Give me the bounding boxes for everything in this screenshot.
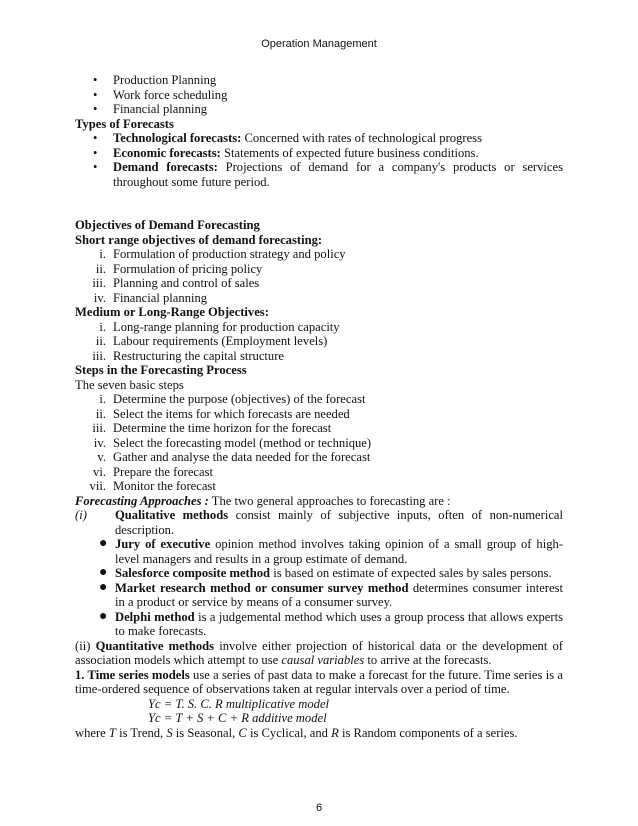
- bullet-icon: ●: [99, 565, 108, 580]
- list-item: • Economic forecasts: Statements of expected future business conditions.: [93, 145, 479, 160]
- bullet-icon: ●: [99, 536, 108, 551]
- page-number: 6: [315, 802, 323, 814]
- bullet-icon: •: [93, 160, 98, 174]
- bullet-icon: •: [93, 145, 98, 160]
- steps-intro: The seven basic steps: [75, 377, 184, 392]
- list-item: • Work force scheduling: [93, 87, 228, 102]
- list-item: v. Gather and analyse the data needed for the forecast: [97, 450, 371, 464]
- list-item: ii. Formulation of pricing policy: [95, 261, 263, 276]
- list-item: i. Long-range planning for production capacity: [99, 319, 340, 334]
- list-item: ii. Labour requirements (Employment levels): [95, 334, 328, 348]
- section-heading-steps: Steps in the Forecasting Process: [75, 363, 247, 377]
- quantitative-paragraph: (ii) Quantitative methods involve either projection of historical data or the development of association models which attempt to use causal variables to arrive at the forecasts.: [75, 638, 563, 667]
- list-item: i. Formulation of production strategy and policy: [99, 247, 346, 261]
- list-item: • Demand forecasts: Projections of demand for a company's products or services: [93, 160, 563, 174]
- list-item: iii. Planning and control of sales: [92, 276, 260, 290]
- bullet-icon: •: [93, 102, 98, 116]
- section-heading-objectives: Objectives of Demand Forecasting: [75, 218, 260, 232]
- list-item: i. Determine the purpose (objectives) of the forecast: [99, 392, 366, 406]
- time-series-paragraph: 1. Time series models use a series of past data to make a forecast for the future. Time series is a time-ordered sequence of observations taken at regular intervals over a period of time.: [75, 667, 563, 696]
- bullet-icon: •: [93, 87, 98, 102]
- list-item: iv. Select the forecasting model (method or technique): [93, 435, 372, 450]
- list-item: ● Delphi method is a judgemental method which uses a group process that allows experts to make forecasts.: [99, 608, 563, 638]
- section-heading-types: Types of Forecasts: [75, 116, 174, 131]
- list-item: • Production Planning: [93, 73, 217, 87]
- bullet-icon: •: [93, 131, 98, 145]
- formula-multiplicative: Yc = T. S. C. R multiplicative model: [148, 696, 330, 711]
- page-header: Operation Management: [261, 38, 377, 50]
- subheading-short-range: Short range objectives of demand forecasting:: [75, 232, 323, 247]
- components-legend: where T is Trend, S is Seasonal, C is Cyclical, and R is Random components of a series.: [75, 725, 518, 740]
- page-content: [75, 73, 563, 740]
- qualitative-paragraph: (i) Qualitative methods consist mainly of subjective inputs, often of non-numerical description.: [75, 508, 564, 537]
- list-item: iii. Restructuring the capital structure: [92, 348, 285, 363]
- subheading-medium-range: Medium or Long-Range Objectives:: [75, 305, 269, 319]
- list-item: ● Jury of executive opinion method involves taking opinion of a small group of high-level managers and results in a group estimate of demand.: [99, 536, 563, 566]
- list-item: vii. Monitor the forecast: [89, 479, 216, 493]
- list-item: • Technological forecasts: Concerned with rates of technological progress: [93, 131, 482, 145]
- list-item: iii. Determine the time horizon for the forecast: [92, 421, 332, 435]
- formula-additive: Yc = T + S + C + R additive model: [148, 711, 327, 725]
- list-item: ● Salesforce composite method is based on estimate of expected sales by sales persons.: [99, 565, 552, 580]
- list-item: iv. Financial planning: [93, 290, 208, 305]
- list-item: ii. Select the items for which forecasts are needed: [95, 406, 350, 421]
- bullet-icon: •: [93, 73, 98, 87]
- list-item: vi. Prepare the forecast: [93, 464, 213, 479]
- list-item: ● Market research method or consumer survey method determines consumer interest in a product or service by means of a consumer survey.: [99, 579, 563, 609]
- bullet-icon: ●: [99, 579, 108, 595]
- approaches-intro: Forecasting Approaches : The two general approaches to forecasting are :: [75, 493, 451, 508]
- list-item: • Financial planning: [93, 102, 208, 116]
- bullet-icon: ●: [99, 608, 108, 624]
- list-item-continuation: throughout some future period.: [113, 174, 270, 189]
